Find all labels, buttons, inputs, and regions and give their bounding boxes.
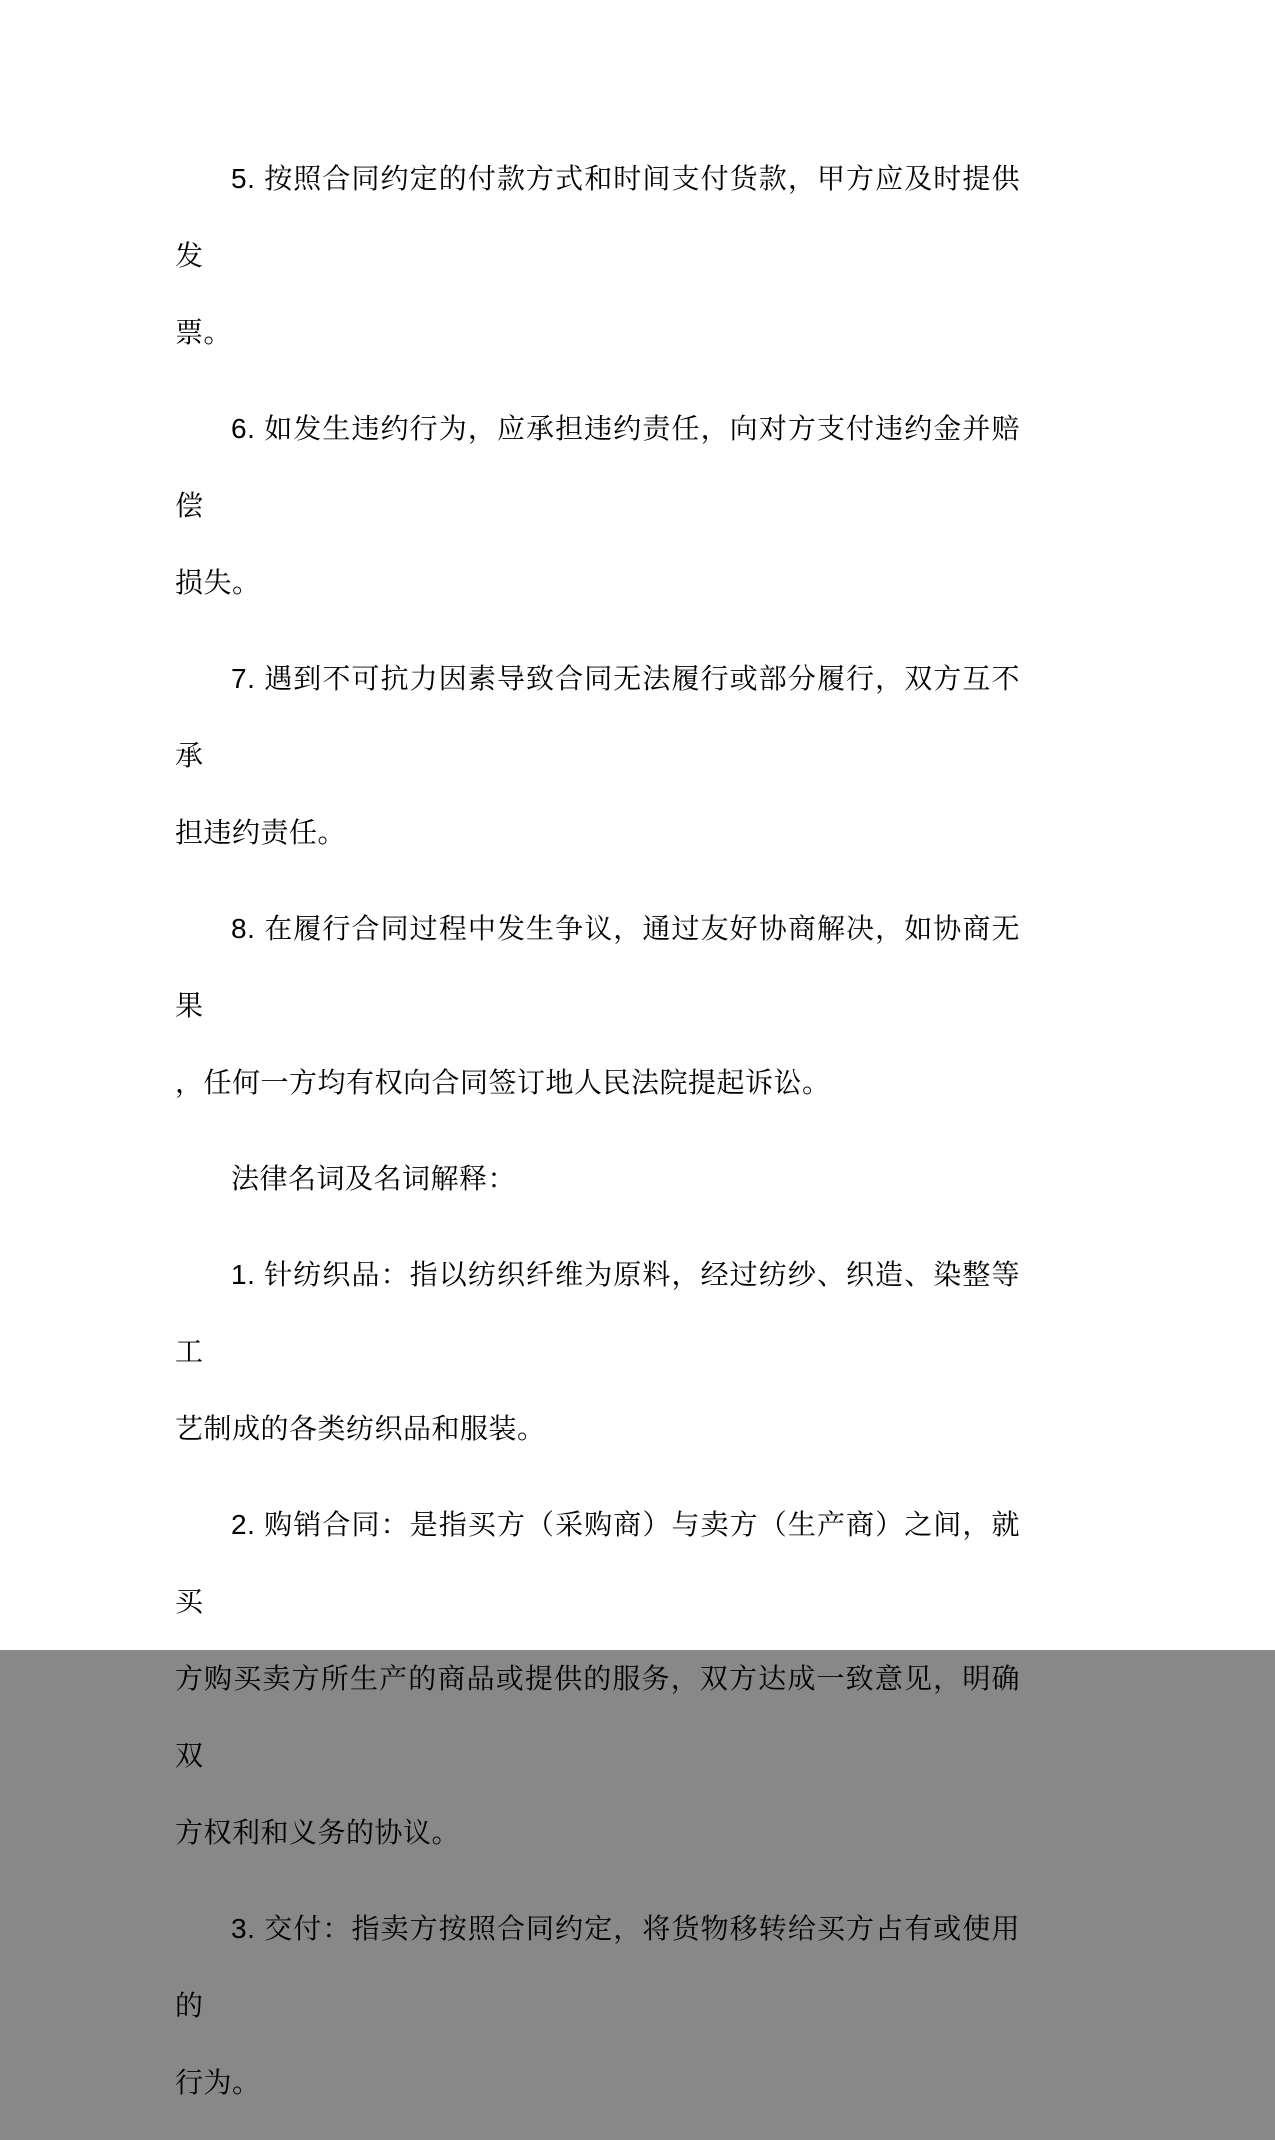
- text-line: 担违约责任。: [175, 817, 347, 848]
- paragraph: [175, 1486, 1020, 1871]
- text-line: 6. 如发生违约行为，应承担违约责任，向对方支付违约金并赔偿: [175, 413, 1020, 521]
- text-line: 艺制成的各类纺织品和服装。: [175, 1413, 546, 1444]
- document-body: [175, 140, 1020, 2140]
- text-line: 7. 遇到不可抗力因素导致合同无法履行或部分履行，双方互不承: [175, 663, 1020, 771]
- text-line: 票。: [175, 317, 233, 348]
- paragraph: [175, 890, 1020, 1121]
- text-line: 方购买卖方所生产的商品或提供的服务，双方达成一致意见，明确双: [175, 1663, 1020, 1771]
- paragraph: [175, 1140, 1020, 1217]
- text-line: 5. 按照合同约定的付款方式和时间支付货款，甲方应及时提供发: [175, 163, 1020, 271]
- paragraph: [175, 140, 1020, 371]
- text-line: 2. 购销合同：是指买方（采购商）与卖方（生产商）之间，就买: [175, 1509, 1020, 1617]
- paragraph: [175, 1236, 1020, 1467]
- paragraph: [175, 640, 1020, 871]
- text-line: 行为。: [175, 2067, 261, 2098]
- paragraph: [175, 390, 1020, 621]
- text-line: 1. 针纺织品：指以纺织纤维为原料，经过纺纱、织造、染整等工: [175, 1259, 1020, 1367]
- text-line: 法律名词及名词解释：: [231, 1163, 517, 1194]
- text-line: 方权利和义务的协议。: [175, 1817, 461, 1848]
- text-line: 8. 在履行合同过程中发生争议，通过友好协商解决，如协商无果: [175, 913, 1020, 1021]
- text-line: ，任何一方均有权向合同签订地人民法院提起诉讼。: [175, 1067, 831, 1098]
- paragraph: [175, 1890, 1020, 2121]
- text-line: 损失。: [175, 567, 261, 598]
- text-line: 3. 交付：指卖方按照合同约定，将货物移转给买方占有或使用的: [175, 1913, 1020, 2021]
